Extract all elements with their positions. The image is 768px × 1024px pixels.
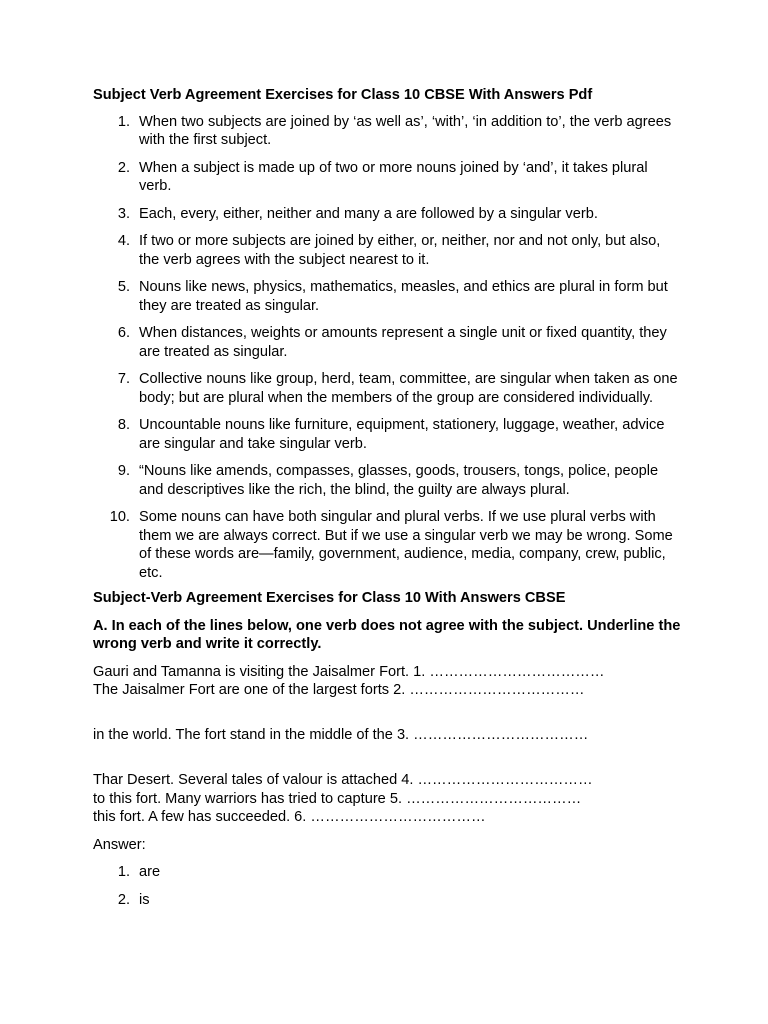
list-number: 2. [117,891,130,908]
list-item [93,113,683,150]
list-number: 5. [117,279,130,295]
document-page [93,86,683,918]
list-number: 9. [117,463,130,479]
list-text: If two or more subjects are joined by either, or, neither, nor and not only, but also, the verb agrees with the subject nearest to it. [139,233,661,268]
list-text: Collective nouns like group, herd, team, committee, are singular when taken as one body; but are plural when the members of the group are considered individually. [139,371,678,406]
list-text: Nouns like news, physics, mathematics, measles, and ethics are plural in form but they are treated as singular. [139,279,668,314]
exercise-line: Gauri and Tamanna is visiting the Jaisalmer Fort. 1. ……………………………… [93,663,605,680]
list-number: 1. [117,113,130,130]
document-title: Subject Verb Agreement Exercises for Class 10 CBSE With Answers Pdf [93,87,593,103]
list-item [93,462,683,499]
list-item [93,232,683,269]
exercise-line: to this fort. Many warriors has tried to capture 5. ……………………………… [93,790,582,807]
list-item [93,863,683,882]
list-text: When distances, weights or amounts represent a single unit or fixed quantity, they are treated as singular. [139,325,667,360]
list-text: When two subjects are joined by ‘as well as’, ‘with’, ‘in addition to’, the verb agrees with the first subject. [139,113,672,148]
list-item [93,159,683,196]
exercise-block [93,663,683,827]
list-number: 10. [109,509,130,525]
rules-list [93,113,683,583]
exercise-line: this fort. A few has succeeded. 6. ……………………………… [93,809,486,825]
list-number: 3. [117,205,130,222]
list-text: is [139,891,150,908]
answers-list [93,863,683,909]
list-text: When a subject is made up of two or more nouns joined by ‘and’, it takes plural verb. [139,159,648,194]
list-text: Uncountable nouns like furniture, equipment, stationery, luggage, weather, advice are singular and take singular verb. [139,417,665,452]
list-text: Each, every, either, neither and many a are followed by a singular verb. [139,205,598,222]
list-item [93,370,683,407]
list-item [93,508,683,582]
exercise-line: The Jaisalmer Fort are one of the largest forts 2. ……………………………… [93,682,585,698]
list-number: 2. [117,159,130,176]
list-item [93,891,683,910]
list-item [93,278,683,315]
exercise-line: in the world. The fort stand in the middle of the 3. ……………………………… [93,726,589,743]
list-text: Some nouns can have both singular and plural verbs. If we use plural verbs with them we are always correct. But if we use a singular verb we may be wrong. Some of these words are—family, government, audience, media, company, crew, public, etc. [139,509,673,581]
list-number: 7. [117,371,130,387]
list-number: 6. [117,325,130,341]
list-number: 4. [117,233,130,249]
exercise-line: Thar Desert. Several tales of valour is attached 4. ……………………………… [93,772,593,788]
list-item [93,324,683,361]
list-text: are [139,864,161,880]
list-number: 1. [117,864,130,880]
answer-label: Answer: [93,836,146,853]
list-item [93,205,683,224]
list-text: “Nouns like amends, compasses, glasses, goods, trousers, tongs, police, people and descriptives like the rich, the blind, the guilty are always plural. [139,463,659,498]
list-item [93,416,683,453]
exercise-instruction: A. In each of the lines below, one verb does not agree with the subject. Underline the wrong verb and write it correctly. [93,617,681,652]
section-heading: Subject-Verb Agreement Exercises for Class 10 With Answers CBSE [93,590,566,606]
list-number: 8. [117,417,130,433]
